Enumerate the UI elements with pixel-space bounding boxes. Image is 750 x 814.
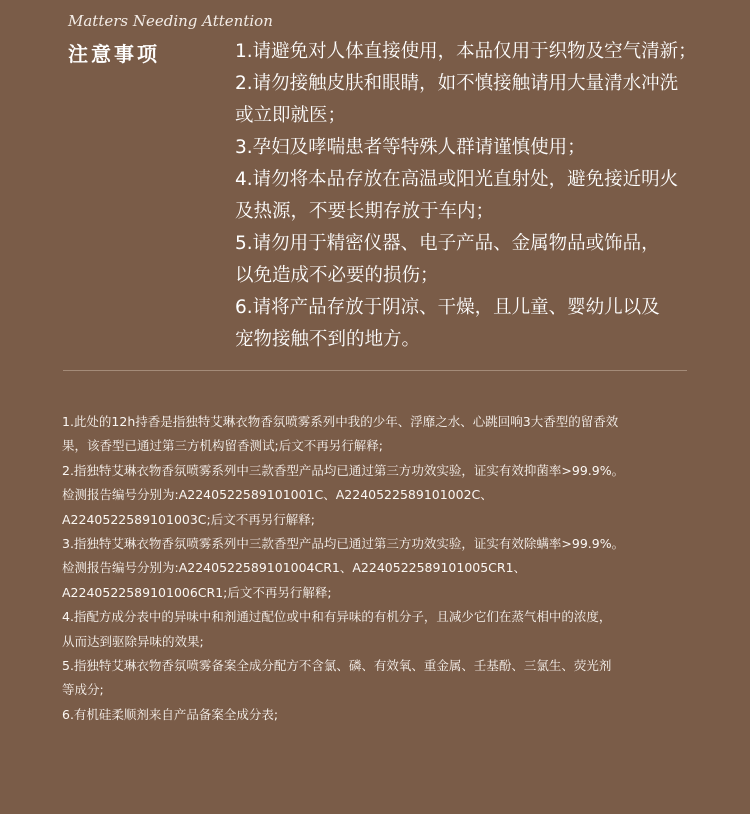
footnotes-list: [62, 410, 742, 727]
attention-line: 5.请勿用于精密仪器、电子产品、金属物品或饰品，: [235, 233, 660, 254]
footnote-line: 6.有机硅柔顺剂来自产品备案全成分表;: [62, 706, 279, 722]
attention-line: 宠物接触不到的地方。: [235, 329, 421, 350]
footnote-line: 3.指独特艾琳衣物香氛喷雾系列中三款香型产品均已通过第三方功效实验，证实有效除螨率>99.9%。: [62, 536, 625, 552]
footnote-line: 1.此处的12h持香是指独特艾琳衣物香氛喷雾系列中我的少年、浮靡之水、心跳回响3大香型的留香效: [62, 414, 619, 429]
section-eyebrow: Matters Needing Attention: [68, 12, 273, 30]
footnote-line: 4.指配方成分表中的异味中和剂通过配位或中和有异味的有机分子，且减少它们在蒸气相中的浓度，: [62, 609, 612, 625]
attention-line: 4.请勿将本品存放在高温或阳光直射处，避免接近明火: [235, 169, 679, 190]
section-title: 注意事项: [68, 42, 160, 66]
attention-line: 2.请勿接触皮肤和眼睛，如不慎接触请用大量清水冲洗: [235, 73, 679, 94]
attention-line: 或立即就医；: [235, 105, 347, 126]
footnote-line: 2.指独特艾琳衣物香氛喷雾系列中三款香型产品均已通过第三方功效实验，证实有效抑菌率>99.9%。: [62, 462, 625, 478]
footnote-line: 检测报告编号分别为:A2240522589101004CR1、A2240522589101005CR1、: [62, 560, 527, 576]
footnote-line: 检测报告编号分别为:A2240522589101001C、A2240522589101002C、: [62, 487, 493, 503]
footnote-line: 等成分;: [62, 682, 104, 698]
attention-line: 1.请避免对人体直接使用，本品仅用于织物及空气清新；: [235, 41, 697, 62]
attention-line: 以免造成不必要的损伤；: [235, 265, 439, 286]
footnote-line: 果，该香型已通过第三方机构留香测试;后文不再另行解释;: [62, 438, 383, 454]
attention-line: 6.请将产品存放于阴凉、干燥，且儿童、婴幼儿以及: [235, 297, 660, 318]
footnote-line: A2240522589101006CR1;后文不再另行解释;: [62, 584, 332, 600]
footnote-line: 从而达到驱除异味的效果;: [62, 633, 204, 649]
attention-line: 3.孕妇及哮喘患者等特殊人群请谨慎使用；: [235, 137, 586, 158]
section-divider: [63, 370, 687, 371]
attention-line: 及热源，不要长期存放于车内；: [235, 201, 495, 222]
footnote-line: A2240522589101003C;后文不再另行解释;: [62, 511, 315, 527]
footnote-line: 5.指独特艾琳衣物香氛喷雾备案全成分配方不含氯、磷、有效氧、重金属、壬基酚、三氯生、荧光剂: [62, 658, 612, 674]
attention-list: [235, 36, 750, 356]
